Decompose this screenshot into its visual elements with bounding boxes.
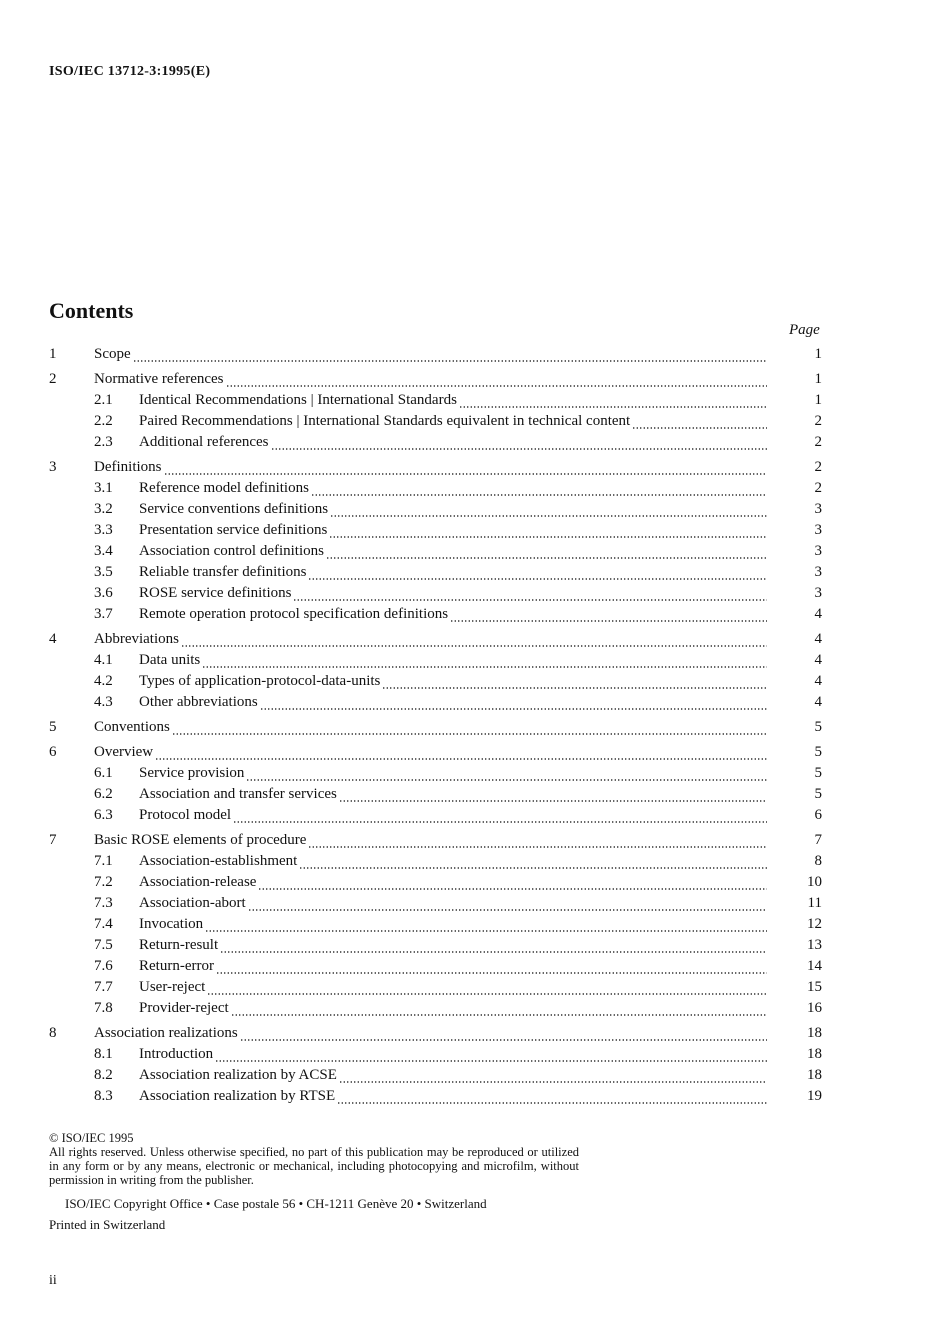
toc-entry-title: Conventions	[94, 719, 170, 735]
toc-entry-title: ROSE service definitions	[139, 585, 292, 601]
toc-entry-page: 8	[814, 853, 822, 869]
dot-leader	[202, 650, 767, 671]
toc-entry-title-leader	[139, 956, 767, 977]
dot-leader	[339, 1065, 767, 1086]
toc-entry-title-leader	[94, 717, 767, 738]
toc-entry-number: 1	[49, 346, 57, 362]
toc-entry-page: 3	[814, 501, 822, 517]
table-of-contents	[0, 344, 950, 1107]
toc-entry-title-leader	[139, 893, 767, 914]
toc-entry-number: 8.2	[94, 1067, 113, 1083]
toc-entry-title: Overview	[94, 744, 154, 760]
toc-entry-title-leader	[139, 1044, 767, 1065]
toc-entry[interactable]	[0, 411, 950, 432]
toc-entry[interactable]	[0, 1065, 950, 1086]
toc-entry-number: 3.2	[94, 501, 113, 517]
toc-entry[interactable]	[0, 499, 950, 520]
toc-entry-page: 5	[814, 786, 822, 802]
toc-entry-title-leader	[139, 411, 767, 432]
toc-entry-page: 10	[807, 874, 822, 890]
toc-entry-title: Other abbreviations	[139, 694, 258, 710]
dot-leader	[240, 1023, 767, 1044]
dot-leader	[308, 562, 767, 583]
toc-entry-number: 7.1	[94, 853, 113, 869]
dot-leader	[215, 1044, 767, 1065]
toc-entry-number: 2.1	[94, 392, 113, 408]
toc-entry[interactable]	[0, 1086, 950, 1107]
toc-entry-number: 8.3	[94, 1088, 113, 1104]
toc-entry-title-leader	[94, 369, 767, 390]
toc-entry-title-leader	[139, 499, 767, 520]
toc-entry-page: 3	[814, 564, 822, 580]
toc-entry-title: Association-release	[139, 874, 257, 890]
toc-entry-number: 7.4	[94, 916, 113, 932]
toc-entry[interactable]	[0, 604, 950, 625]
toc-entry-title-leader	[139, 1086, 767, 1107]
contents-heading: Contents	[49, 298, 134, 323]
toc-entry-title-leader	[94, 1023, 767, 1044]
toc-entry-number: 7.5	[94, 937, 113, 953]
toc-entry[interactable]	[0, 478, 950, 499]
toc-entry-number: 6.3	[94, 807, 113, 823]
toc-entry-title-leader	[139, 784, 767, 805]
toc-entry-page: 11	[807, 895, 822, 911]
dot-leader	[330, 499, 767, 520]
dot-leader	[337, 1086, 767, 1107]
toc-entry-page: 4	[814, 673, 822, 689]
dot-leader	[311, 478, 767, 499]
toc-entry[interactable]	[0, 872, 950, 893]
toc-entry-number: 4.2	[94, 673, 113, 689]
toc-entry-page: 1	[814, 392, 822, 408]
toc-entry-number: 3.4	[94, 543, 113, 559]
dot-leader	[450, 604, 767, 625]
dot-leader	[329, 520, 767, 541]
toc-entry-title: Data units	[139, 652, 201, 668]
toc-entry-title-leader	[139, 583, 767, 604]
dot-leader	[382, 671, 767, 692]
toc-entry[interactable]	[0, 851, 950, 872]
dot-leader	[459, 390, 767, 411]
toc-entry-title-leader	[139, 935, 767, 956]
copyright-line: © ISO/IEC 1995	[49, 1131, 134, 1145]
toc-entry-title-leader	[94, 457, 767, 478]
toc-entry-number: 2	[49, 371, 57, 387]
toc-entry-title-leader	[139, 998, 767, 1019]
toc-entry[interactable]	[0, 914, 950, 935]
toc-entry-page: 7	[814, 832, 822, 848]
toc-entry[interactable]	[0, 541, 950, 562]
toc-entry-number: 7	[49, 832, 57, 848]
toc-entry[interactable]	[0, 742, 950, 763]
dot-leader	[246, 763, 767, 784]
toc-entry-title-leader	[139, 763, 767, 784]
toc-entry[interactable]	[0, 344, 950, 365]
dot-leader	[248, 893, 767, 914]
toc-entry-number: 6.2	[94, 786, 113, 802]
toc-entry-page: 2	[814, 434, 822, 450]
toc-entry-page: 12	[807, 916, 822, 932]
toc-entry-title-leader	[139, 805, 767, 826]
toc-entry-title-leader	[94, 742, 767, 763]
toc-entry-title: Presentation service definitions	[139, 522, 328, 538]
toc-entry-number: 7.8	[94, 1000, 113, 1016]
toc-entry-number: 4	[49, 631, 57, 647]
dot-leader	[207, 977, 767, 998]
toc-entry-number: 8	[49, 1025, 57, 1041]
toc-entry-page: 2	[814, 480, 822, 496]
toc-entry-number: 3.7	[94, 606, 113, 622]
toc-entry-page: 4	[814, 606, 822, 622]
toc-entry-title-leader	[139, 541, 767, 562]
toc-entry[interactable]	[0, 369, 950, 390]
toc-entry-title: Normative references	[94, 371, 224, 387]
toc-entry-page: 5	[814, 765, 822, 781]
toc-entry-title-leader	[94, 344, 767, 365]
printed-in: Printed in Switzerland	[49, 1217, 166, 1232]
toc-entry-page: 1	[814, 346, 822, 362]
toc-entry[interactable]	[0, 583, 950, 604]
toc-entry-title-leader	[139, 390, 767, 411]
toc-entry-title: Association realization by RTSE	[139, 1088, 336, 1104]
toc-entry[interactable]	[0, 432, 950, 453]
toc-entry-page: 15	[807, 979, 822, 995]
toc-entry-number: 3.5	[94, 564, 113, 580]
toc-entry-title-leader	[139, 692, 767, 713]
dot-leader	[233, 805, 767, 826]
toc-entry-page: 14	[807, 958, 822, 974]
toc-entry-number: 7.7	[94, 979, 113, 995]
toc-entry-title-leader	[139, 650, 767, 671]
toc-entry-title-leader	[94, 830, 767, 851]
toc-entry-title: Association control definitions	[139, 543, 324, 559]
dot-leader	[133, 344, 767, 365]
document-id: ISO/IEC 13712-3:1995(E)	[49, 64, 211, 79]
dot-leader	[293, 583, 767, 604]
toc-entry-number: 3	[49, 459, 57, 475]
toc-entry-title: Abbreviations	[94, 631, 179, 647]
toc-entry-title: Identical Recommendations | International Standards	[139, 392, 457, 408]
toc-entry-title: Association and transfer services	[139, 786, 337, 802]
toc-entry-title: Types of application-protocol-data-units	[139, 673, 381, 689]
toc-entry-title-leader	[139, 478, 767, 499]
dot-leader	[231, 998, 767, 1019]
toc-entry-title-leader	[94, 629, 767, 650]
toc-entry[interactable]	[0, 562, 950, 583]
toc-entry-title-leader	[139, 520, 767, 541]
toc-entry[interactable]	[0, 935, 950, 956]
toc-entry-title-leader	[139, 432, 767, 453]
toc-entry-number: 4.1	[94, 652, 113, 668]
dot-leader	[632, 411, 767, 432]
toc-entry-title: Paired Recommendations | International Standards equivalent in technical content	[139, 413, 631, 429]
copyright-office-address: ISO/IEC Copyright Office • Case postale 56 • CH-1211 Genève 20 • Switzerland	[65, 1196, 487, 1211]
toc-entry-number: 3.6	[94, 585, 113, 601]
toc-entry[interactable]	[0, 390, 950, 411]
dot-leader	[220, 935, 767, 956]
toc-entry-page: 6	[814, 807, 822, 823]
dot-leader	[299, 851, 767, 872]
dot-leader	[164, 457, 768, 478]
dot-leader	[205, 914, 767, 935]
toc-entry-page: 19	[807, 1088, 822, 1104]
toc-entry[interactable]	[0, 893, 950, 914]
toc-entry-number: 7.2	[94, 874, 113, 890]
toc-entry-title: Protocol model	[139, 807, 232, 823]
dot-leader	[326, 541, 767, 562]
toc-entry[interactable]	[0, 763, 950, 784]
page-number: ii	[49, 1273, 57, 1288]
dot-leader	[258, 872, 767, 893]
dot-leader	[339, 784, 767, 805]
toc-entry-number: 7.3	[94, 895, 113, 911]
copyright-notice	[49, 1131, 579, 1187]
toc-entry-page: 4	[814, 694, 822, 710]
toc-entry-title: Return-result	[139, 937, 219, 953]
toc-entry[interactable]	[0, 671, 950, 692]
toc-entry[interactable]	[0, 650, 950, 671]
toc-entry[interactable]	[0, 1044, 950, 1065]
toc-entry-title: Association-abort	[139, 895, 246, 911]
toc-entry-title: Return-error	[139, 958, 214, 974]
toc-entry-title: Reference model definitions	[139, 480, 309, 496]
toc-entry-title-leader	[139, 914, 767, 935]
toc-entry[interactable]	[0, 457, 950, 478]
toc-entry-title-leader	[139, 562, 767, 583]
toc-entry-title: Remote operation protocol specification definitions	[139, 606, 449, 622]
toc-entry-title-leader	[139, 977, 767, 998]
toc-entry-number: 5	[49, 719, 57, 735]
toc-entry-number: 6	[49, 744, 57, 760]
toc-entry-page: 3	[814, 585, 822, 601]
toc-entry[interactable]	[0, 1023, 950, 1044]
toc-entry-title: Definitions	[94, 459, 162, 475]
toc-entry[interactable]	[0, 830, 950, 851]
toc-entry-title: Invocation	[139, 916, 204, 932]
toc-entry-title: User-reject	[139, 979, 206, 995]
toc-entry-number: 3.1	[94, 480, 113, 496]
toc-entry-title: Basic ROSE elements of procedure	[94, 832, 307, 848]
toc-entry[interactable]	[0, 998, 950, 1019]
toc-entry-page: 5	[814, 719, 822, 735]
toc-entry-page: 5	[814, 744, 822, 760]
toc-entry-title-leader	[139, 671, 767, 692]
toc-entry-page: 18	[807, 1025, 822, 1041]
toc-entry-page: 2	[814, 413, 822, 429]
dot-leader	[216, 956, 767, 977]
dot-leader	[271, 432, 767, 453]
dot-leader	[155, 742, 767, 763]
page-column-label: Page	[789, 322, 820, 338]
toc-entry-title: Service provision	[139, 765, 245, 781]
toc-entry[interactable]	[0, 692, 950, 713]
toc-entry-title: Service conventions definitions	[139, 501, 329, 517]
toc-entry[interactable]	[0, 805, 950, 826]
dot-leader	[226, 369, 767, 390]
toc-entry-number: 2.2	[94, 413, 113, 429]
toc-entry[interactable]	[0, 629, 950, 650]
toc-entry-page: 18	[807, 1046, 822, 1062]
toc-entry-title: Additional references	[139, 434, 269, 450]
toc-entry-number: 6.1	[94, 765, 113, 781]
toc-entry-title: Association realizations	[94, 1025, 238, 1041]
toc-entry-page: 3	[814, 543, 822, 559]
toc-entry-title-leader	[139, 872, 767, 893]
toc-entry-page: 16	[807, 1000, 822, 1016]
toc-entry[interactable]	[0, 977, 950, 998]
dot-leader	[260, 692, 767, 713]
toc-entry-page: 1	[814, 371, 822, 387]
toc-entry-number: 3.3	[94, 522, 113, 538]
toc-entry-page: 13	[807, 937, 822, 953]
rights-statement: All rights reserved. Unless otherwise specified, no part of this publication may be reproduced or utilized in any form or by any means, electronic or mechanical, including photocopying and microfilm, without permission in writing from the publisher.	[49, 1145, 579, 1187]
dot-leader	[181, 629, 767, 650]
toc-entry-title: Reliable transfer definitions	[139, 564, 307, 580]
toc-entry-title-leader	[139, 851, 767, 872]
toc-entry-title: Provider-reject	[139, 1000, 229, 1016]
toc-entry-page: 3	[814, 522, 822, 538]
toc-entry-number: 8.1	[94, 1046, 113, 1062]
toc-entry[interactable]	[0, 520, 950, 541]
toc-entry-page: 18	[807, 1067, 822, 1083]
toc-entry[interactable]	[0, 784, 950, 805]
toc-entry-number: 7.6	[94, 958, 113, 974]
toc-entry-page: 4	[814, 652, 822, 668]
toc-entry-title-leader	[139, 604, 767, 625]
toc-entry[interactable]	[0, 956, 950, 977]
toc-entry-title: Scope	[94, 346, 131, 362]
toc-entry-title: Introduction	[139, 1046, 214, 1062]
toc-entry-title-leader	[139, 1065, 767, 1086]
toc-entry-page: 2	[814, 459, 822, 475]
dot-leader	[172, 717, 767, 738]
toc-entry-title: Association-establishment	[139, 853, 298, 869]
dot-leader	[308, 830, 767, 851]
toc-entry-title: Association realization by ACSE	[139, 1067, 337, 1083]
toc-entry-number: 4.3	[94, 694, 113, 710]
toc-entry-number: 2.3	[94, 434, 113, 450]
toc-entry-page: 4	[814, 631, 822, 647]
toc-entry[interactable]	[0, 717, 950, 738]
